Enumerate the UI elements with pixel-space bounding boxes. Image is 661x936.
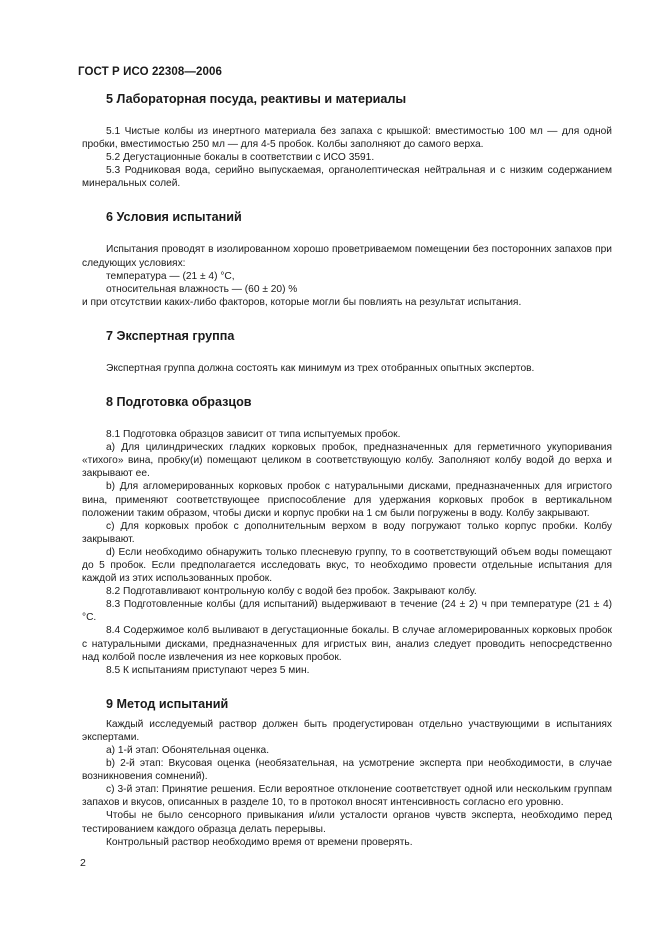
document-code-header: ГОСТ Р ИСО 22308—2006 (78, 66, 223, 78)
paragraph-5-1: 5.1 Чистые колбы из инертного материала без запаха с крышкой: вместимостью 100 мл — для одной пробки, вместимостью 250 мл — для 4-5 пробок. Колбы заполняют до самого верха. (82, 126, 612, 151)
page-number: 2 (80, 857, 86, 869)
paragraph-7-1: Экспертная группа должна состоять как минимум из трех отобранных опытных экспертов. (106, 362, 535, 374)
paragraph-8-1-a: а) Для цилиндрических гладких корковых пробок, предназначенных для герметичного укупоривания «тихого» вина, пробку(и) помещают целиком в соответствующую колбу. Заполняют колбу водой до верха и закрывают ее. (82, 442, 612, 480)
paragraph-5-3: 5.3 Родниковая вода, серийно выпускаемая, органолептическая нейтральная и с низким содержанием минеральных солей. (82, 165, 612, 190)
paragraph-6-conditions: и при отсутствии каких-либо факторов, которые могли бы повлиять на результат испытания. (82, 296, 522, 308)
document-body (82, 92, 612, 849)
paragraph-5-2: 5.2 Дегустационные бокалы в соответствии с ИСО 3591. (106, 152, 375, 164)
paragraph-6-temperature: температура — (21 ± 4) °С, (106, 270, 235, 282)
paragraph-9-c: с) 3-й этап: Принятие решения. Если вероятное отклонение соответствует одной или нескольким группам запахов и вкусов, описанных в разделе 10, то в протокол вносят интенсивность согласно его уровню. (82, 784, 612, 809)
paragraph-8-3: 8.3 Подготовленные колбы (для испытаний) выдерживают в течение (24 ± 2) ч при температуре (21 ± 4) °С. (82, 599, 612, 624)
section-6-title: 6 Условия испытаний (106, 210, 242, 225)
paragraph-8-1: 8.1 Подготовка образцов зависит от типа испытуемых пробок. (106, 429, 401, 441)
paragraph-9-breaks: Чтобы не было сенсорного привыкания и/или усталости органов чувств эксперта, необходимо перед тестированием каждого образца делать перерывы. (82, 810, 612, 835)
paragraph-9-control: Контрольный раствор необходимо время от времени проверять. (106, 836, 413, 848)
paragraph-9-b: b) 2-й этап: Вкусовая оценка (необязательная, на усмотрение эксперта при необходимости, в случае возникновения сомнений). (82, 758, 612, 783)
paragraph-9-1: Каждый исследуемый раствор должен быть продегустирован отдельно участвующими в испытаниях экспертами. (82, 718, 612, 743)
paragraph-6-humidity: относительная влажность — (60 ± 20) % (106, 283, 298, 295)
paragraph-8-4: 8.4 Содержимое колб выливают в дегустационные бокалы. В случае агломерированных корковых пробок с натуральными дисками, предназначенных для игристых вин, анализ следует проводить непосредственно над колбой после извлечения из нее корковых пробок. (82, 625, 612, 663)
paragraph-8-1-d: d) Если необходимо обнаружить только плесневую группу, то в соответствующий объем воды помещают до 5 пробок. Если предполагается исследовать вкус, то необходимо провести отдельные испытания для каждой из этих использованных пробок. (82, 546, 612, 585)
paragraph-9-a: а) 1-й этап: Обонятельная оценка. (106, 745, 270, 756)
paragraph-8-1-c: с) Для корковых пробок с дополнительным верхом в воду погружают только корпус пробки. Колбу закрывают. (82, 520, 612, 545)
paragraph-6-1: Испытания проводят в изолированном хорошо проветриваемом помещении без посторонних запахов при следующих условиях: (82, 244, 612, 269)
section-7-title: 7 Экспертная группа (106, 328, 235, 343)
paragraph-8-1-b: b) Для агломерированных корковых пробок с натуральными дисками, предназначенных для игристого вина, применяют соответствующее приспособление для удержания корковых пробок в вертикальном положении таким образом, чтобы диски и корпус пробки на 1 см были погружены в воду. Колбу закрывают. (82, 481, 612, 519)
section-8-title: 8 Подготовка образцов (106, 395, 252, 410)
paragraph-8-5: 8.5 К испытаниям приступают через 5 мин. (106, 664, 310, 676)
paragraph-8-2: 8.2 Подготавливают контрольную колбу с водой без пробок. Закрывают колбу. (106, 586, 477, 598)
section-5-title: 5 Лабораторная посуда, реактивы и материалы (106, 92, 407, 106)
section-9-title: 9 Метод испытаний (106, 696, 229, 711)
